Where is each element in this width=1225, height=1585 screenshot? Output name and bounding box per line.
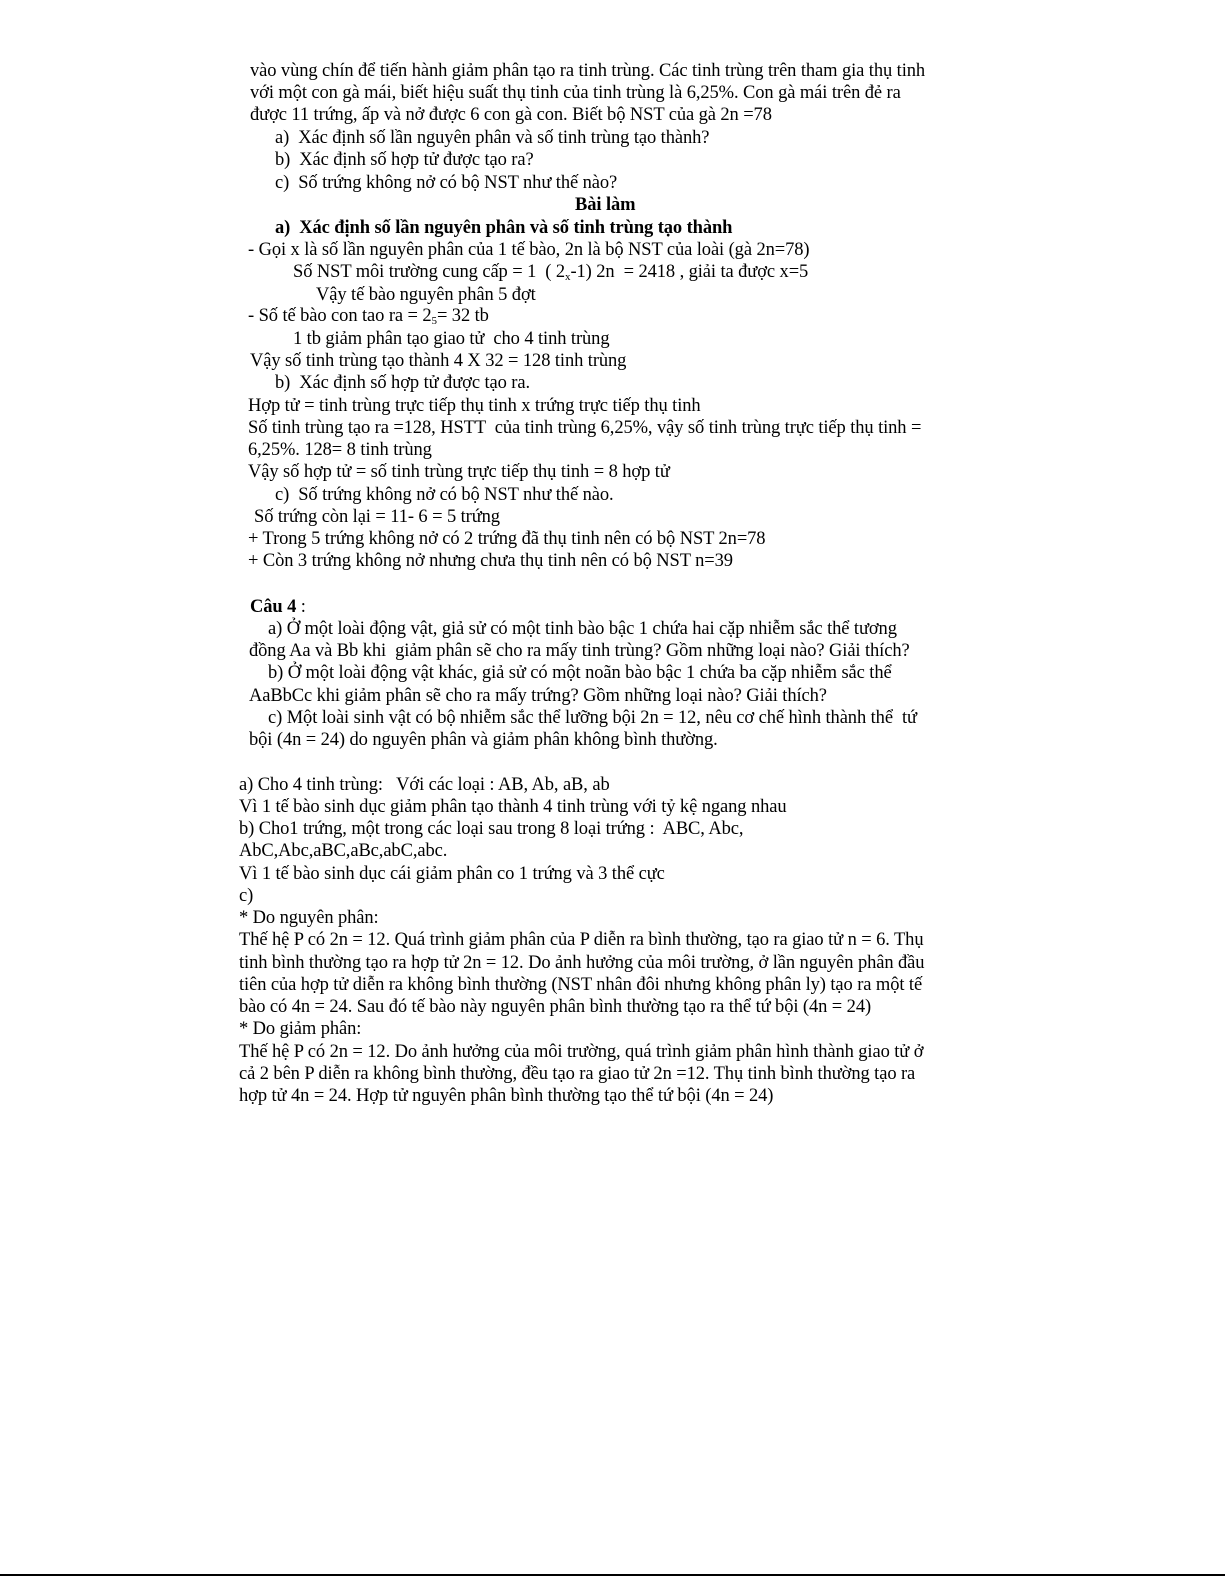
formula-subscript: x <box>565 271 571 283</box>
text-line: Số tinh trùng tạo ra =128, HSTT của tinh trùng 6,25%, vậy số tinh trùng trực tiếp thụ tinh = <box>248 418 922 438</box>
question-text: bội (4n = 24) do nguyên phân và giảm phân không bình thường. <box>249 730 718 750</box>
subsection-heading: c) Số trứng không nở có bộ NST như thế nào. <box>275 485 614 505</box>
section-heading: Bài làm <box>575 195 636 215</box>
text-line: 1 tb giảm phân tạo giao tử cho 4 tinh trùng <box>293 329 610 349</box>
answer-line: cả 2 bên P diễn ra không bình thường, đều tạo ra giao tử 2n =12. Thụ tinh bình thường tạo ra <box>239 1064 916 1084</box>
answer-line: hợp tử 4n = 24. Hợp tử nguyên phân bình thường tạo thể tứ bội (4n = 24) <box>239 1086 774 1106</box>
text-line: Vậy số tinh trùng tạo thành 4 X 32 = 128 tinh trùng <box>250 351 627 371</box>
question-item: a) Xác định số lần nguyên phân và số tinh trùng tạo thành? <box>275 128 710 148</box>
formula-text: Số NST môi trường cung cấp = 1 ( 2 <box>293 262 566 282</box>
question-item: b) Xác định số hợp tử được tạo ra? <box>275 150 534 170</box>
formula-subscript: 5 <box>431 315 437 327</box>
question-text: AaBbCc khi giảm phân sẽ cho ra mấy trứng? Gồm những loại nào? Giải thích? <box>249 686 827 706</box>
formula-text: = 32 tb <box>436 306 489 326</box>
page-bottom-rule <box>0 1574 1225 1576</box>
answer-line: Thế hệ P có 2n = 12. Do ảnh hưởng của môi trường, quá trình giảm phân hình thành giao tử ở <box>239 1042 924 1062</box>
question-item: c) Số trứng không nở có bộ NST như thế nào? <box>275 173 618 193</box>
text-line: + Còn 3 trứng không nở nhưng chưa thụ tinh nên có bộ NST n=39 <box>248 551 733 571</box>
text-line: với một con gà mái, biết hiệu suất thụ tinh của tinh trùng là 6,25%. Con gà mái trên đẻ ra <box>250 83 901 103</box>
question-colon: : <box>296 597 306 617</box>
text-line: Vậy tế bào nguyên phân 5 đợt <box>316 285 536 305</box>
text-line: được 11 trứng, ấp và nở được 6 con gà con. Biết bộ NST của gà 2n =78 <box>250 105 772 125</box>
answer-line: Vì 1 tế bào sinh dục giảm phân tạo thành 4 tinh trùng với tỷ kệ ngang nhau <box>239 797 787 817</box>
answer-line: Thế hệ P có 2n = 12. Quá trình giảm phân của P diễn ra bình thường, tạo ra giao tử n = 6. Thụ <box>239 930 924 950</box>
text-line: - Gọi x là số lần nguyên phân của 1 tế bào, 2n là bộ NST của loài (gà 2n=78) <box>248 240 810 260</box>
question-title <box>250 596 306 618</box>
text-line: Hợp tử = tinh trùng trực tiếp thụ tinh x trứng trực tiếp thụ tinh <box>248 396 701 416</box>
answer-line: a) Cho 4 tinh trùng: Với các loại : AB, Ab, aB, ab <box>239 775 610 795</box>
question-text: c) Một loài sinh vật có bộ nhiễm sắc thể lưỡng bội 2n = 12, nêu cơ chế hình thành thể tứ <box>268 708 917 728</box>
answer-line: Vì 1 tế bào sinh dục cái giảm phân co 1 trứng và 3 thể cực <box>239 864 665 884</box>
answer-line: AbC,Abc,aBC,aBc,abC,abc. <box>239 841 448 861</box>
subsection-heading: a) Xác định số lần nguyên phân và số tinh trùng tạo thành <box>275 218 733 238</box>
answer-line: tiên của hợp tử diễn ra không bình thường (NST nhân đôi nhưng không phân ly) tạo ra một tế <box>239 975 923 995</box>
text-line: + Trong 5 trứng không nở có 2 trứng đã thụ tinh nên có bộ NST 2n=78 <box>248 529 766 549</box>
text-line: Số trứng còn lại = 11- 6 = 5 trứng <box>254 507 500 527</box>
answer-line: b) Cho1 trứng, một trong các loại sau trong 8 loại trứng : ABC, Abc, <box>239 819 744 839</box>
formula-text: - Số tế bào con tao ra = 2 <box>248 306 432 326</box>
answer-line: bào có 4n = 24. Sau đó tế bào này nguyên phân bình thường tạo ra thể tứ bội (4n = 24) <box>239 997 872 1017</box>
subsection-heading: b) Xác định số hợp tử được tạo ra. <box>275 373 530 393</box>
formula-text: -1) 2n = 2418 , giải ta được x=5 <box>570 262 809 282</box>
question-number: Câu 4 <box>250 597 297 617</box>
text-line: Vậy số hợp tử = số tinh trùng trực tiếp thụ tinh = 8 hợp tử <box>248 462 670 482</box>
answer-line: * Do giảm phân: <box>239 1019 362 1039</box>
answer-line: * Do nguyên phân: <box>239 908 379 928</box>
question-text: b) Ở một loài động vật khác, giả sử có một noãn bào bậc 1 chứa ba cặp nhiễm sắc thể <box>268 663 892 683</box>
text-line: 6,25%. 128= 8 tinh trùng <box>248 440 432 460</box>
question-text: đồng Aa và Bb khi giảm phân sẽ cho ra mấy tinh trùng? Gồm những loại nào? Giải thích? <box>249 641 910 661</box>
question-text: a) Ở một loài động vật, giả sử có một tinh bào bậc 1 chứa hai cặp nhiễm sắc thể tương <box>268 619 897 639</box>
answer-line: tinh bình thường tạo ra hợp tử 2n = 12. Do ảnh hưởng của môi trường, ở lần nguyên phân đầu <box>239 953 925 973</box>
answer-line: c) <box>239 886 254 906</box>
text-line: vào vùng chín để tiến hành giảm phân tạo ra tinh trùng. Các tinh trùng trên tham gia thụ tinh <box>250 61 926 81</box>
